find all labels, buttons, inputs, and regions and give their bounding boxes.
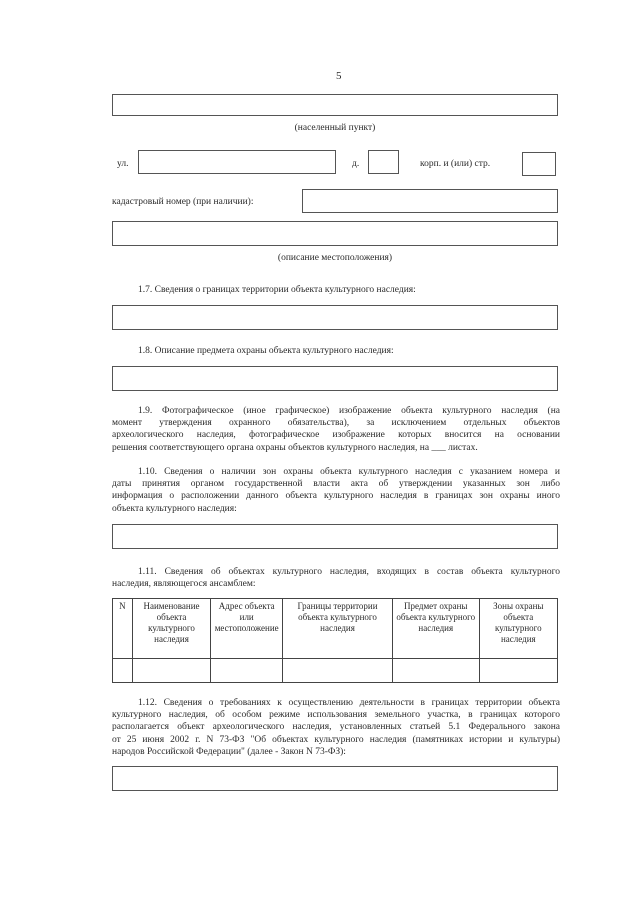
section-1-9-text	[112, 405, 560, 454]
locality-field[interactable]	[112, 94, 558, 116]
location-field[interactable]	[112, 221, 558, 246]
street-field[interactable]	[138, 150, 336, 174]
house-label: д.	[352, 159, 360, 169]
house-field[interactable]	[368, 150, 399, 174]
section-1-12-line: народов Российской Федерации" (далее - Закон N 73-ФЗ):	[112, 746, 346, 757]
table-row	[113, 659, 558, 683]
ensemble-objects-table	[112, 598, 558, 683]
section-1-10-line: 1.10. Сведения о наличии зон охраны объекта культурного наследия с указанием номера и	[138, 467, 560, 477]
section-1-11-text	[112, 566, 560, 590]
table-header-cell: N	[113, 599, 133, 659]
section-1-7-heading: 1.7. Сведения о границах территории объекта культурного наследия:	[138, 285, 416, 295]
building-label: корп. и (или) стр.	[420, 159, 491, 169]
section-1-12-text	[112, 697, 560, 758]
section-1-11-line: наследия, являющегося ансамблем:	[112, 579, 256, 590]
table-header-row	[113, 599, 558, 659]
location-caption: (описание местоположения)	[277, 253, 393, 263]
table-cell[interactable]	[132, 659, 210, 683]
section-1-12-field[interactable]	[112, 766, 558, 791]
table-cell[interactable]	[113, 659, 133, 683]
section-1-12-line: 1.12. Сведения о требованиях к осуществлению деятельности в границах территории объекта	[138, 698, 560, 708]
table-cell[interactable]	[479, 659, 557, 683]
section-1-12-line: располагается объект археологического наследия, установленных статьей 5.1 Федерального закона	[112, 722, 560, 733]
section-1-10-text	[112, 466, 560, 515]
section-1-9-line: археологического наследия, фотографическое изображение которых вносится на основании	[112, 430, 560, 441]
section-1-9-line: 1.9. Фотографическое (иное графическое) изображение объекта культурного наследия (на	[138, 406, 560, 416]
section-1-10-line: информация о расположении данного объекта культурного наследия в границах зон охраны иного	[112, 491, 560, 502]
section-1-9-line: решения соответствующего органа охраны объектов культурного наследия, на ___ листах.	[112, 442, 478, 453]
building-field[interactable]	[522, 152, 556, 176]
cadastral-field[interactable]	[302, 189, 558, 213]
cadastral-label: кадастровый номер (при наличии):	[112, 197, 254, 207]
section-1-10-line: объекта культурного наследия:	[112, 503, 237, 514]
section-1-8-heading: 1.8. Описание предмета охраны объекта культурного наследия:	[138, 346, 394, 356]
table-header-cell: Границы территории объекта культурного наследия	[283, 599, 393, 659]
section-1-10-line: даты принятия органом государственной власти акта об утверждении указанных зон либо	[112, 479, 560, 490]
locality-caption: (населенный пункт)	[294, 123, 376, 133]
page-number: 5	[336, 70, 342, 82]
section-1-7-field[interactable]	[112, 305, 558, 330]
table-cell[interactable]	[392, 659, 479, 683]
table-cell[interactable]	[211, 659, 283, 683]
section-1-11-line: 1.11. Сведения об объектах культурного наследия, входящих в состав объекта культурного	[138, 567, 560, 577]
section-1-12-line: от 25 июня 2002 г. N 73-ФЗ "Об объектах культурного наследия (памятниках истории и культуры)	[112, 734, 560, 745]
table-header-cell: Зоны охраны объекта культурного наследия	[479, 599, 557, 659]
section-1-10-field[interactable]	[112, 524, 558, 549]
table-cell[interactable]	[283, 659, 393, 683]
section-1-12-line: культурного наследия, об особом режиме использования земельного участка, в границах которого	[112, 710, 560, 721]
table-header-cell: Наименование объекта культурного наследия	[132, 599, 210, 659]
table-header-cell: Предмет охраны объекта культурного наследия	[392, 599, 479, 659]
table-header-cell: Адрес объекта или местоположение	[211, 599, 283, 659]
street-label: ул.	[117, 159, 129, 169]
section-1-8-field[interactable]	[112, 366, 558, 391]
section-1-9-line: момент утверждения охранного обязательства), за исключением отдельных объектов	[112, 418, 560, 429]
